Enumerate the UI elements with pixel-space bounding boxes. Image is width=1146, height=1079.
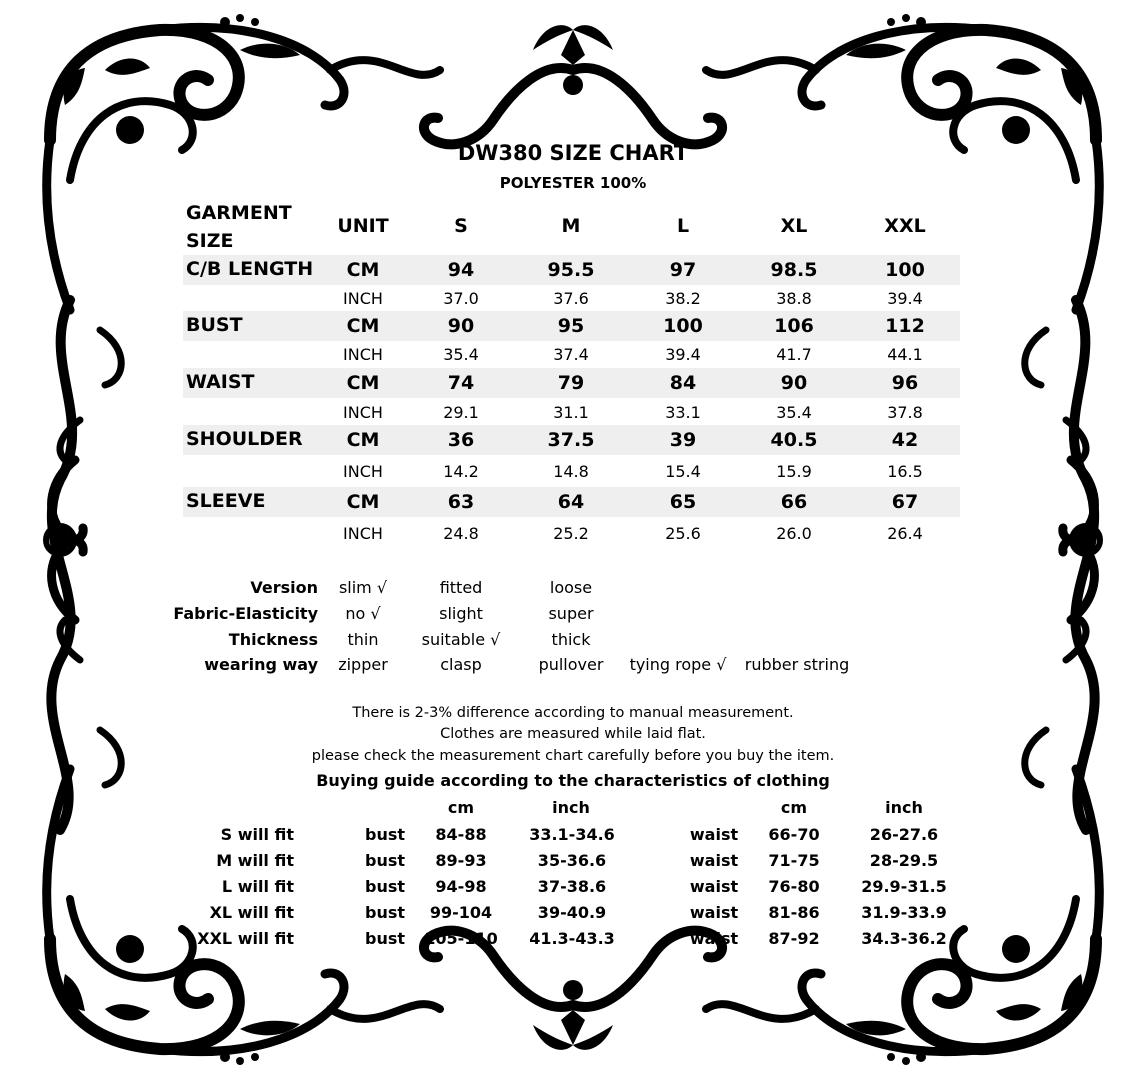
guide-col-inch: inch <box>552 798 590 817</box>
guide-bust-cm: 84-88 <box>435 825 487 844</box>
attr-option: loose <box>549 578 593 597</box>
guide-size-label: L will fit <box>221 877 294 896</box>
guide-waist-inch: 31.9-33.9 <box>861 903 947 922</box>
buying-guide-title: Buying guide according to the characteristics of clothing <box>316 771 830 790</box>
guide-bust-label: bust <box>364 877 406 896</box>
inch-value: 15.4 <box>665 462 701 481</box>
inch-value: 25.2 <box>553 524 589 543</box>
attr-label-fabric-elasticity: Fabric-Elasticity <box>173 604 318 623</box>
attr-option: clasp <box>440 655 482 674</box>
guide-bust-inch: 39-40.9 <box>537 903 607 922</box>
header-garment-line: GARMENT <box>186 202 292 224</box>
guide-bust-label: bust <box>364 825 406 844</box>
header-size-s: S <box>454 215 468 237</box>
inch-value: 37.0 <box>443 289 479 308</box>
guide-bust-cm: 89-93 <box>435 851 487 870</box>
attr-option: slim √ <box>338 578 388 597</box>
cm-value: 65 <box>669 491 697 513</box>
inch-value: 16.5 <box>887 462 923 481</box>
guide-bust-inch: 33.1-34.6 <box>529 825 615 844</box>
guide-waist-cm: 81-86 <box>768 903 820 922</box>
cm-value: 37.5 <box>547 429 595 451</box>
guide-size-label: S will fit <box>220 825 294 844</box>
guide-waist-cm: 66-70 <box>768 825 820 844</box>
cm-value: 64 <box>557 491 585 513</box>
header-size-m: M <box>561 215 581 237</box>
guide-col-inch-waist: inch <box>885 798 923 817</box>
guide-waist-cm: 76-80 <box>768 877 820 896</box>
unit-cm: CM <box>346 315 380 337</box>
note-line: There is 2-3% difference according to manual measurement. <box>352 705 794 721</box>
cm-value: 63 <box>447 491 475 513</box>
note-line: please check the measurement chart carefully before you buy the item. <box>311 748 835 764</box>
inch-value: 39.4 <box>887 289 923 308</box>
guide-waist-cm: 87-92 <box>768 929 820 948</box>
inch-value: 37.4 <box>553 345 589 364</box>
cm-value: 67 <box>891 491 919 513</box>
cm-value: 97 <box>669 259 697 281</box>
attr-option: zipper <box>338 655 388 674</box>
guide-bust-cm: 94-98 <box>435 877 487 896</box>
attr-option: super <box>548 604 594 623</box>
row-label-cb-length: C/B LENGTH <box>186 258 314 280</box>
attr-option: pullover <box>538 655 604 674</box>
cm-value: 74 <box>447 372 475 394</box>
attr-option: slight <box>439 604 483 623</box>
guide-waist-label: waist <box>689 851 739 870</box>
guide-col-cm-waist: cm <box>780 798 808 817</box>
note-line: Clothes are measured while laid flat. <box>440 726 706 742</box>
header-size-line: SIZE <box>186 230 234 252</box>
cm-value: 90 <box>447 315 475 337</box>
row-label-shoulder: SHOULDER <box>186 428 303 450</box>
row-label-sleeve: SLEEVE <box>186 490 266 512</box>
inch-value: 33.1 <box>665 403 701 422</box>
header-size-xl: XL <box>780 215 808 237</box>
guide-waist-label: waist <box>689 877 739 896</box>
inch-value: 44.1 <box>887 345 923 364</box>
inch-value: 39.4 <box>665 345 701 364</box>
inch-value: 29.1 <box>443 403 479 422</box>
cm-value: 94 <box>447 259 475 281</box>
unit-inch: INCH <box>343 524 383 543</box>
guide-size-label: M will fit <box>216 851 294 870</box>
cm-value: 112 <box>885 315 925 337</box>
guide-waist-label: waist <box>689 903 739 922</box>
guide-bust-inch: 37-38.6 <box>537 877 607 896</box>
cm-value: 42 <box>891 429 919 451</box>
inch-value: 35.4 <box>443 345 479 364</box>
cm-value: 100 <box>663 315 703 337</box>
guide-waist-cm: 71-75 <box>768 851 820 870</box>
chart-subtitle: POLYESTER 100% <box>499 174 647 192</box>
attr-option: thin <box>347 630 379 649</box>
unit-cm: CM <box>346 491 380 513</box>
cm-value: 95.5 <box>547 259 595 281</box>
cm-value: 84 <box>669 372 697 394</box>
unit-cm: CM <box>346 259 380 281</box>
attr-option: no √ <box>345 604 381 623</box>
attr-label-wearing-way: wearing way <box>204 655 318 674</box>
guide-waist-inch: 26-27.6 <box>869 825 939 844</box>
inch-value: 26.0 <box>776 524 812 543</box>
cm-value: 98.5 <box>770 259 818 281</box>
cm-value: 40.5 <box>770 429 818 451</box>
guide-waist-label: waist <box>689 825 739 844</box>
guide-bust-cm: 105-110 <box>424 929 498 948</box>
inch-value: 24.8 <box>443 524 479 543</box>
guide-bust-inch: 41.3-43.3 <box>529 929 615 948</box>
guide-size-label: XXL will fit <box>197 929 294 948</box>
guide-bust-label: bust <box>364 929 406 948</box>
cm-value: 39 <box>669 429 697 451</box>
guide-bust-inch: 35-36.6 <box>537 851 607 870</box>
attr-option: suitable √ <box>421 630 501 649</box>
unit-inch: INCH <box>343 345 383 364</box>
cm-value: 106 <box>774 315 814 337</box>
unit-cm: CM <box>346 429 380 451</box>
guide-waist-label: waist <box>689 929 739 948</box>
header-garment-size <box>186 199 292 255</box>
inch-value: 35.4 <box>776 403 812 422</box>
header-unit: UNIT <box>337 215 389 237</box>
unit-inch: INCH <box>343 403 383 422</box>
header-size-l: L <box>676 215 690 237</box>
row-label-bust: BUST <box>186 314 243 336</box>
cm-value: 79 <box>557 372 585 394</box>
inch-value: 37.6 <box>553 289 589 308</box>
unit-cm: CM <box>346 372 380 394</box>
header-size-xxl: XXL <box>884 215 926 237</box>
cm-value: 100 <box>885 259 925 281</box>
cm-value: 90 <box>780 372 808 394</box>
attr-label-version: Version <box>250 578 318 597</box>
inch-value: 15.9 <box>776 462 812 481</box>
guide-bust-cm: 99-104 <box>429 903 493 922</box>
cm-value: 66 <box>780 491 808 513</box>
attr-option: tying rope √ <box>629 655 727 674</box>
cm-value: 96 <box>891 372 919 394</box>
inch-value: 14.8 <box>553 462 589 481</box>
inch-value: 25.6 <box>665 524 701 543</box>
chart-title: DW380 SIZE CHART <box>457 141 689 165</box>
guide-bust-label: bust <box>364 903 406 922</box>
inch-value: 38.2 <box>665 289 701 308</box>
cm-value: 95 <box>557 315 585 337</box>
inch-value: 14.2 <box>443 462 479 481</box>
unit-inch: INCH <box>343 462 383 481</box>
guide-waist-inch: 29.9-31.5 <box>861 877 947 896</box>
inch-value: 26.4 <box>887 524 923 543</box>
guide-waist-inch: 28-29.5 <box>869 851 939 870</box>
guide-waist-inch: 34.3-36.2 <box>861 929 947 948</box>
inch-value: 31.1 <box>553 403 589 422</box>
row-label-waist: WAIST <box>186 371 255 393</box>
cm-value: 36 <box>447 429 475 451</box>
attr-label-thickness: Thickness <box>228 630 318 649</box>
unit-inch: INCH <box>343 289 383 308</box>
inch-value: 37.8 <box>887 403 923 422</box>
inch-value: 41.7 <box>776 345 812 364</box>
attr-option: rubber string <box>744 655 850 674</box>
inch-value: 38.8 <box>776 289 812 308</box>
guide-bust-label: bust <box>364 851 406 870</box>
attr-option: fitted <box>439 578 483 597</box>
guide-col-cm: cm <box>447 798 475 817</box>
guide-size-label: XL will fit <box>209 903 294 922</box>
attr-option: thick <box>551 630 591 649</box>
